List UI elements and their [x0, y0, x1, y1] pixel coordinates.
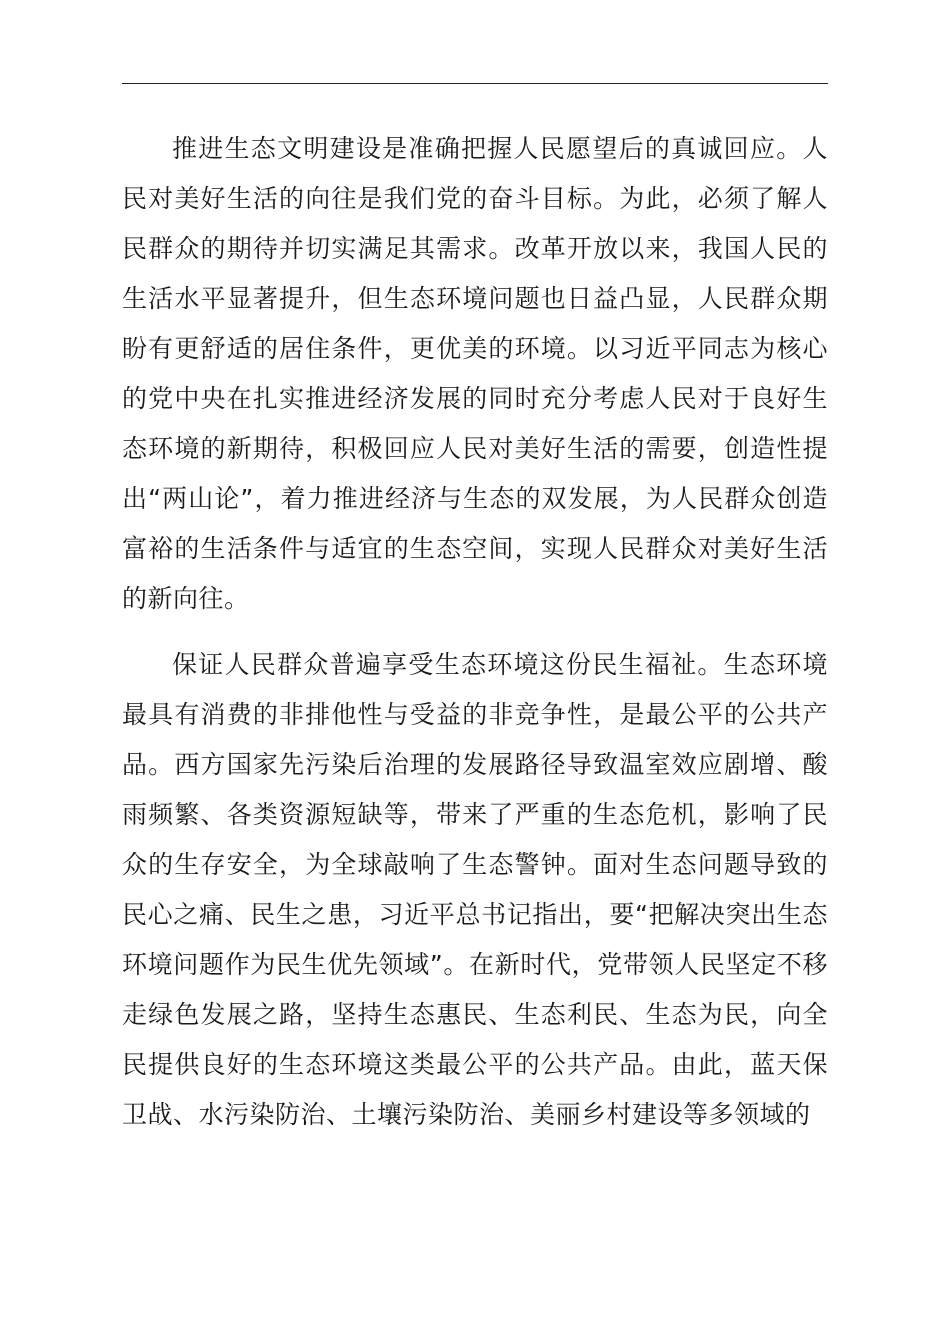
header-rule: [122, 83, 828, 84]
paragraph-ecological-civilization: 推进生态文明建设是准确把握人民愿望后的真诚回应。人民对美好生活的向往是我们党的奋斗目标。为此，必须了解人民群众的期待并切实满足其需求。改革开放以来，我国人民的生活水平显著提升，但生态环境问题也日益凸显，人民群众期盼有更舒适的居住条件，更优美的环境。以习近平同志为核心的党中央在扎实推进经济发展的同时充分考虑人民对于良好生态环境的新期待，积极回应人民对美好生活的需要，创造性提出“两山论”，着力推进经济与生态的双发展，为人民群众创造富裕的生活条件与适宜的生态空间，实现人民群众对美好生活的新向往。: [122, 134, 828, 613]
document-body: [122, 124, 828, 1140]
paragraph-public-welfare: 保证人民群众普遍享受生态环境这份民生福祉。生态环境最具有消费的非排他性与受益的非竞争性，是最公平的公共产品。西方国家先污染后治理的发展路径导致温室效应剧增、酸雨频繁、各类资源短缺等，带来了严重的生态危机，影响了民众的生存安全，为全球敲响了生态警钟。面对生态问题导致的民心之痛、民生之患，习近平总书记指出，要“把解决突出生态环境问题作为民生优先领域”。在新时代，党带领人民坚定不移走绿色发展之路，坚持生态惠民、生态利民、生态为民，向全民提供良好的生态环境这类最公平的公共产品。由此，蓝天保卫战、水污染防治、土壤污染防治、美丽乡村建设等多领域的: [122, 650, 828, 1129]
